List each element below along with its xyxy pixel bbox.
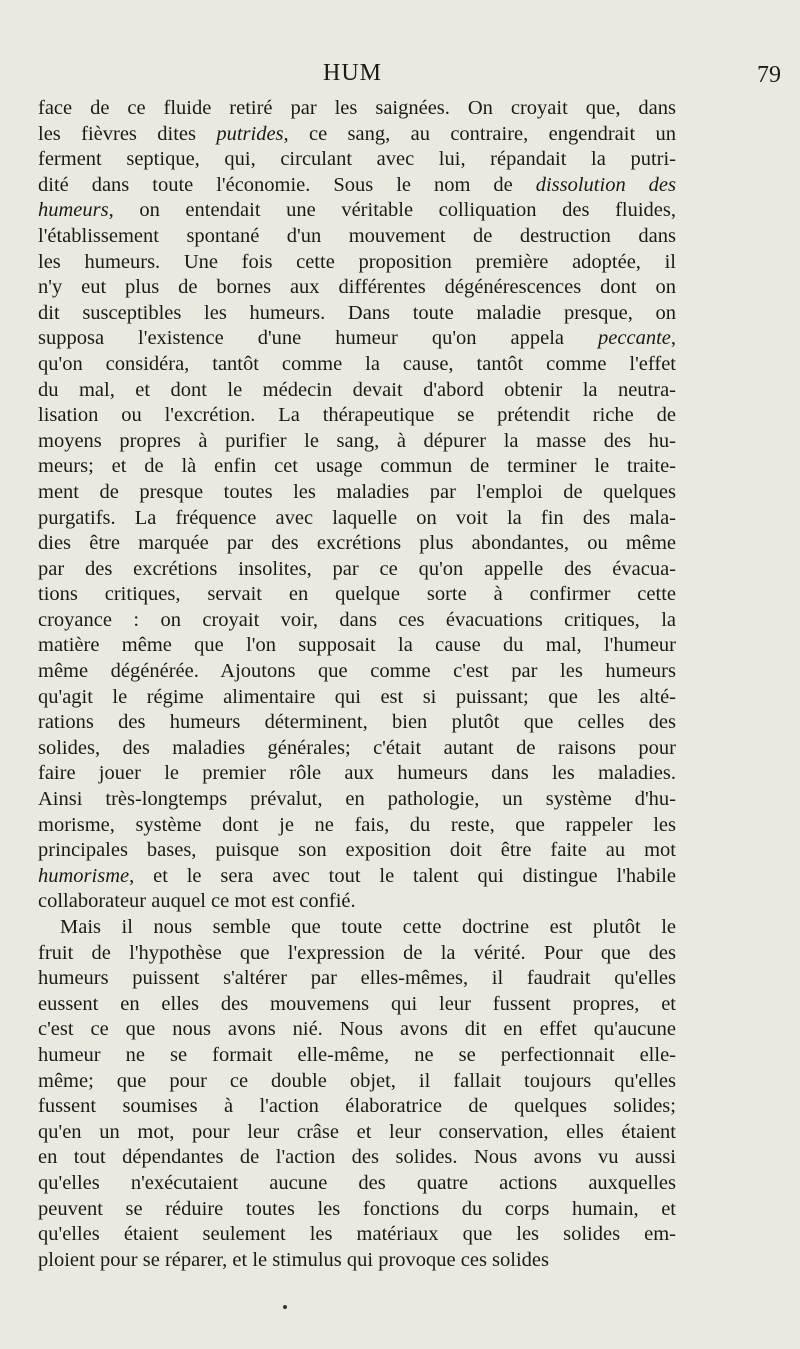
text-line: c'est ce que nous avons nié. Nous avons dit en effet qu'aucune — [38, 1018, 676, 1041]
text-line: l'établissement spontané d'un mouvement de destruction dans — [38, 224, 676, 247]
text-line: les fièvres dites putrides, ce sang, au contraire, engendrait un — [38, 122, 676, 145]
text-line: croyance : on croyait voir, dans ces évacuations critiques, la — [38, 608, 676, 631]
text-line: dité dans toute l'économie. Sous le nom de dissolution des — [38, 173, 676, 196]
page-header — [0, 60, 800, 94]
text-line: humeurs puissent s'altérer par elles-mêmes, il faudrait qu'elles — [38, 967, 676, 990]
text-line: qu'on considéra, tantôt comme la cause, tantôt comme l'effet — [38, 352, 676, 375]
text-line: qu'elles n'exécutaient aucune des quatre actions auxquelles — [38, 1171, 676, 1194]
text-line: qu'en un mot, pour leur crâse et leur conservation, elles étaient — [38, 1120, 676, 1143]
text-line: faire jouer le premier rôle aux humeurs dans les maladies. — [38, 762, 676, 785]
text-line: par des excrétions insolites, par ce qu'on appelle des évacua- — [38, 557, 676, 580]
text-line: en tout dépendantes de l'action des solides. Nous avons vu aussi — [38, 1146, 676, 1169]
text-line: collaborateur auquel ce mot est confié. — [38, 890, 356, 913]
running-head: HUM — [323, 60, 383, 86]
text-line: solides, des maladies générales; c'était autant de raisons pour — [38, 736, 676, 759]
text-line: lisation ou l'excrétion. La thérapeutique se prétendit riche de — [38, 404, 676, 427]
text-line: ferment septique, qui, circulant avec lui, répandait la putri- — [38, 148, 676, 171]
text-line: n'y eut plus de bornes aux différentes dégénérescences dont on — [38, 276, 676, 299]
text-line: meurs; et de là enfin cet usage commun de terminer le traite- — [38, 455, 676, 478]
text-line: principales bases, puisque son exposition doit être faite au mot — [38, 839, 676, 862]
text-line: humeur ne se formait elle-même, ne se perfectionnait elle- — [38, 1043, 676, 1066]
paragraph — [38, 915, 676, 1273]
page-number: 79 — [757, 62, 781, 88]
text-line: dies être marquée par des excrétions plus abondantes, ou même — [38, 532, 676, 555]
text-line: humorisme, et le sera avec tout le talent qui distingue l'habile — [38, 864, 676, 887]
text-line: peuvent se réduire toutes les fonctions du corps humain, et — [38, 1197, 676, 1220]
text-line: même; que pour ce double objet, il fallait toujours qu'elles — [38, 1069, 676, 1092]
paragraph — [38, 96, 676, 915]
text-line: qu'agit le régime alimentaire qui est si puissant; que les alté- — [38, 685, 676, 708]
ink-speck — [283, 1305, 287, 1309]
text-line: les humeurs. Une fois cette proposition première adoptée, il — [38, 250, 676, 273]
text-line: matière même que l'on supposait la cause du mal, l'humeur — [38, 634, 676, 657]
text-line: ment de presque toutes les maladies par l'emploi de quelques — [38, 480, 676, 503]
text-line: moyens propres à purifier le sang, à dépurer la masse des hu- — [38, 429, 676, 452]
text-line: ploient pour se réparer, et le stimulus qui provoque ces solides — [38, 1248, 549, 1271]
text-line: rations des humeurs déterminent, bien plutôt que celles des — [38, 711, 676, 734]
text-line: Mais il nous semble que toute cette doctrine est plutôt le — [60, 916, 676, 938]
text-line: humeurs, on entendait une véritable colliquation des fluides, — [38, 199, 676, 222]
text-line: eussent en elles des mouvemens qui leur fussent propres, et — [38, 992, 676, 1015]
text-line: fruit de l'hypothèse que l'expression de la vérité. Pour que des — [38, 941, 676, 964]
text-line: face de ce fluide retiré par les saignées. On croyait que, dans — [38, 97, 676, 119]
text-line: supposa l'existence d'une humeur qu'on appela peccante, — [38, 327, 676, 350]
text-line: Ainsi très-longtemps prévalut, en pathologie, un système d'hu- — [38, 788, 676, 811]
text-line: tions critiques, servait en quelque sorte à confirmer cette — [38, 583, 676, 606]
text-line: fussent soumises à l'action élaboratrice de quelques solides; — [38, 1095, 676, 1118]
text-line: purgatifs. La fréquence avec laquelle on voit la fin des mala- — [38, 506, 676, 529]
text-line: qu'elles étaient seulement les matériaux que les solides em- — [38, 1223, 676, 1246]
text-line: du mal, et dont le médecin devait d'abord obtenir la neutra- — [38, 378, 676, 401]
text-line: morisme, système dont je ne fais, du reste, que rappeler les — [38, 813, 676, 836]
text-line: même dégénérée. Ajoutons que comme c'est par les humeurs — [38, 660, 676, 683]
text-line: dit susceptibles les humeurs. Dans toute maladie presque, on — [38, 301, 676, 324]
body-text — [38, 96, 676, 1273]
